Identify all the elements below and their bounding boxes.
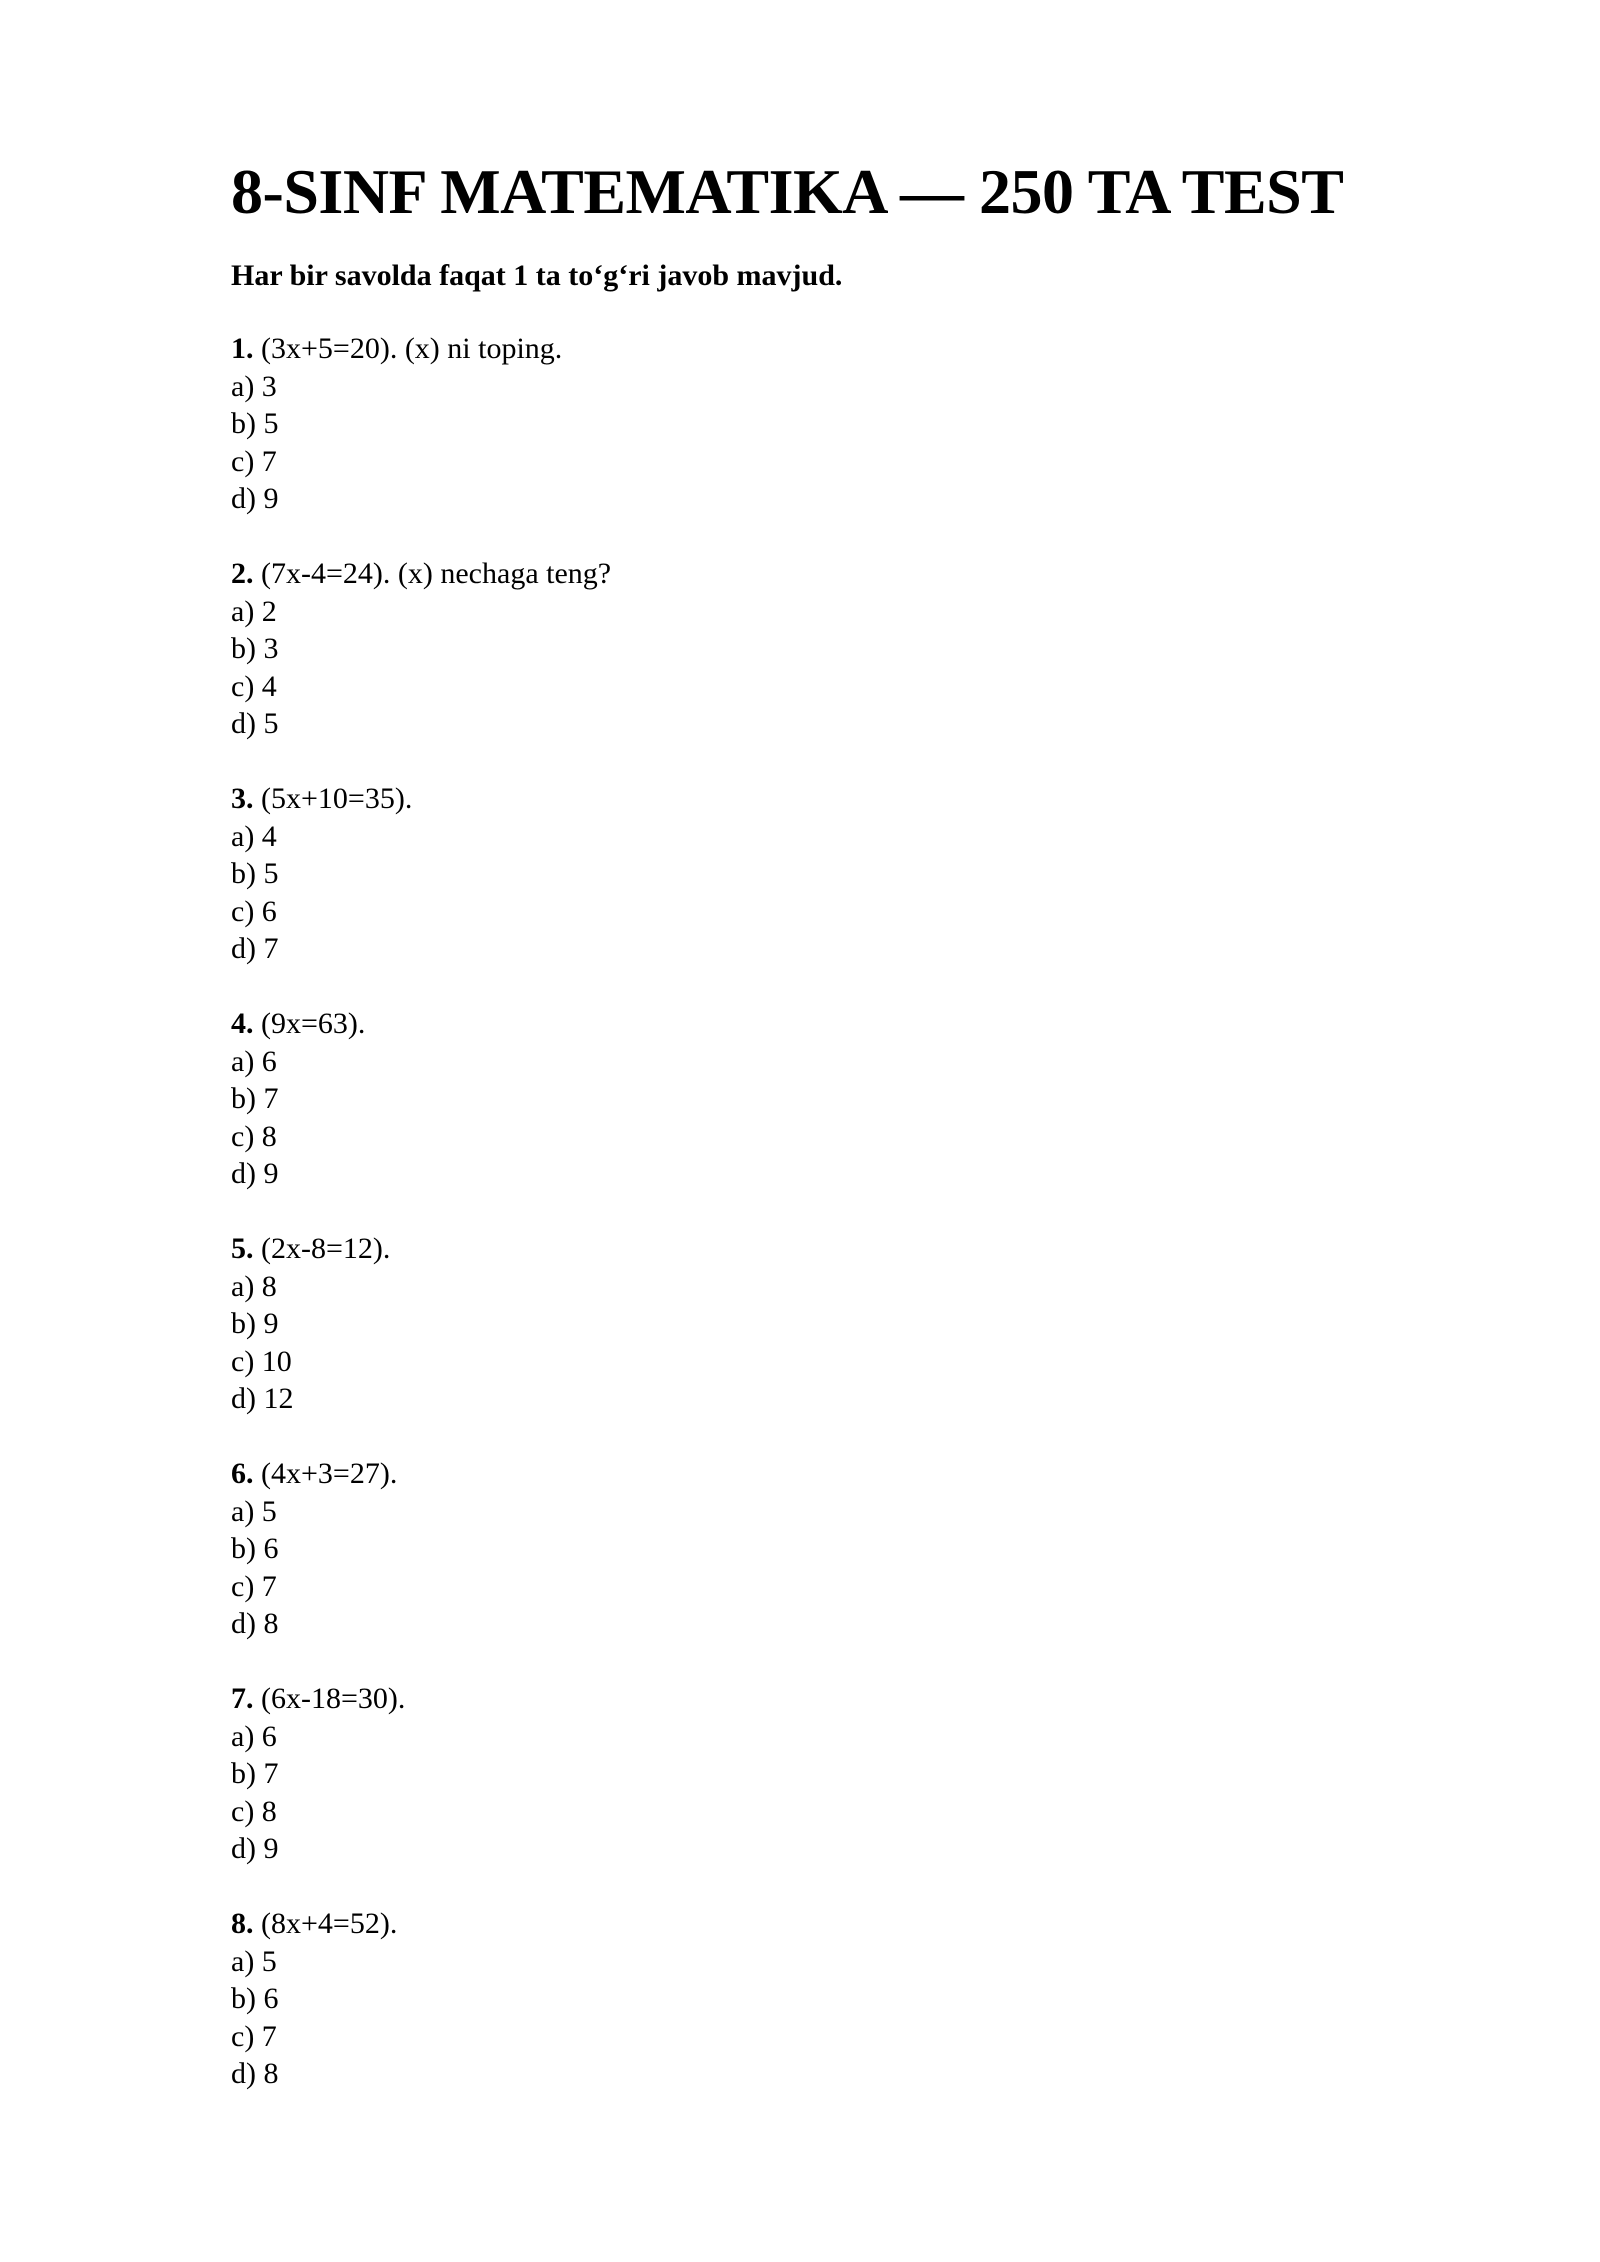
- question-stem: [231, 1005, 1431, 1043]
- option-d: d) 8: [231, 1607, 279, 1640]
- question-3: [231, 780, 1431, 968]
- option-a: a) 3: [231, 369, 277, 403]
- question-number: 6.: [231, 1457, 254, 1490]
- option-b: b) 6: [231, 1532, 279, 1565]
- option-c: c) 8: [231, 1794, 277, 1828]
- question-stem: [231, 780, 1431, 818]
- option-b: b) 7: [231, 1082, 279, 1115]
- option-a: a) 6: [231, 1719, 277, 1753]
- option-d: d) 8: [231, 2057, 279, 2090]
- option-d: d) 5: [231, 707, 279, 740]
- question-stem: [231, 1680, 1431, 1718]
- question-text: (8x+4=52).: [261, 1907, 398, 1940]
- option-b: b) 3: [231, 632, 279, 665]
- question-stem: [231, 1230, 1431, 1268]
- option-c: c) 6: [231, 894, 277, 928]
- option-d: d) 7: [231, 932, 279, 965]
- document-title: 8-SINF MATEMATIKA — 250 TA TEST: [231, 156, 1344, 227]
- option-b: b) 7: [231, 1757, 279, 1790]
- question-number: 5.: [231, 1232, 254, 1265]
- question-text: (7x-4=24). (x) nechaga teng?: [261, 557, 612, 590]
- question-text: (5x+10=35).: [261, 782, 413, 815]
- document-page: [231, 150, 1431, 2130]
- option-d: d) 9: [231, 1157, 279, 1190]
- option-a: a) 5: [231, 1494, 277, 1528]
- question-number: 8.: [231, 1907, 254, 1940]
- option-a: a) 4: [231, 819, 277, 853]
- option-a: a) 5: [231, 1944, 277, 1978]
- option-a: a) 2: [231, 594, 277, 628]
- option-c: c) 7: [231, 2019, 277, 2053]
- question-number: 1.: [231, 332, 254, 365]
- question-2: [231, 555, 1431, 743]
- option-a: a) 8: [231, 1269, 277, 1303]
- question-text: (9x=63).: [261, 1007, 366, 1040]
- question-stem: [231, 555, 1431, 593]
- question-5: [231, 1230, 1431, 1418]
- option-d: d) 12: [231, 1382, 294, 1415]
- option-a: a) 6: [231, 1044, 277, 1078]
- option-c: c) 7: [231, 1569, 277, 1603]
- option-c: c) 8: [231, 1119, 277, 1153]
- question-number: 4.: [231, 1007, 254, 1040]
- option-b: b) 5: [231, 407, 279, 440]
- question-number: 7.: [231, 1682, 254, 1715]
- question-1: [231, 330, 1431, 518]
- option-b: b) 6: [231, 1982, 279, 2015]
- option-c: c) 7: [231, 444, 277, 478]
- option-d: d) 9: [231, 482, 279, 515]
- option-b: b) 9: [231, 1307, 279, 1340]
- question-text: (4x+3=27).: [261, 1457, 398, 1490]
- option-c: c) 10: [231, 1344, 292, 1378]
- question-text: (3x+5=20). (x) ni toping.: [261, 332, 563, 365]
- question-number: 3.: [231, 782, 254, 815]
- question-4: [231, 1005, 1431, 1193]
- question-stem: [231, 330, 1431, 368]
- question-stem: [231, 1455, 1431, 1493]
- question-number: 2.: [231, 557, 254, 590]
- question-stem: [231, 1905, 1431, 1943]
- question-text: (2x-8=12).: [261, 1232, 391, 1265]
- option-c: c) 4: [231, 669, 277, 703]
- question-7: [231, 1680, 1431, 1868]
- question-text: (6x-18=30).: [261, 1682, 406, 1715]
- question-6: [231, 1455, 1431, 1643]
- question-list: [231, 330, 1431, 2093]
- option-b: b) 5: [231, 857, 279, 890]
- option-d: d) 9: [231, 1832, 279, 1865]
- question-8: [231, 1905, 1431, 2093]
- document-instructions: Har bir savolda faqat 1 ta to‘g‘ri javob mavjud.: [231, 259, 843, 292]
